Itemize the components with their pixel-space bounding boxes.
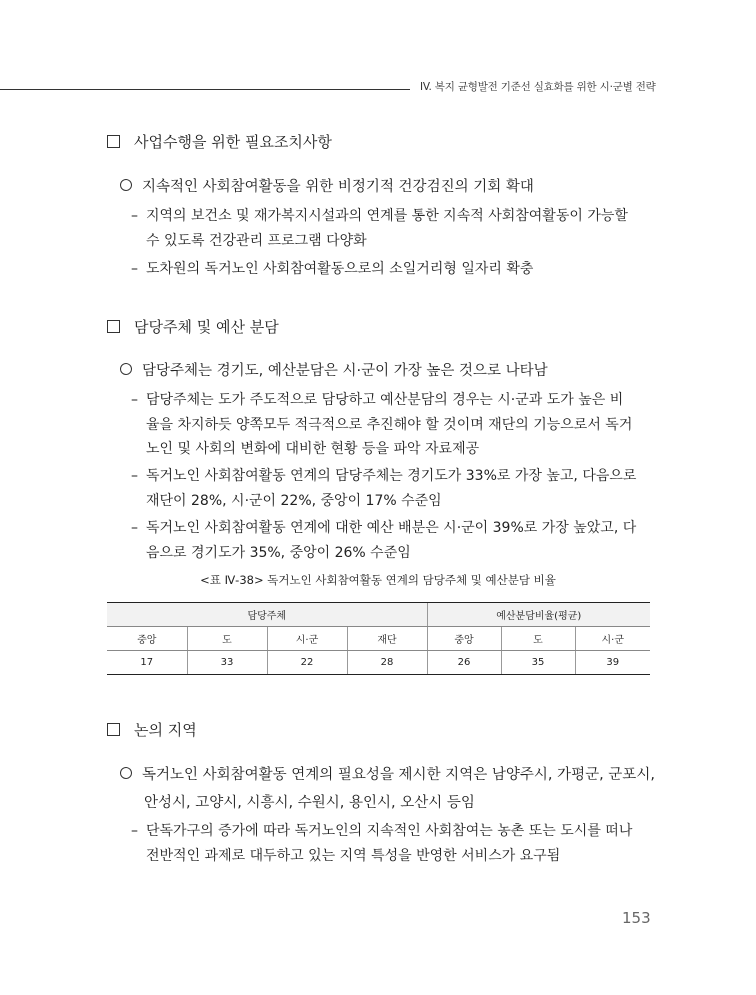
- square-bullet-icon: [107, 723, 120, 736]
- table-cell: 17: [107, 651, 187, 675]
- dash-text-line: 음으로 경기도가 35%, 중앙이 26% 수준임: [146, 544, 411, 561]
- chapter-header: IV. 복지 균형발전 기준선 실효화를 위한 시·군별 전략: [420, 81, 656, 93]
- circle-bullet-icon: [120, 179, 132, 191]
- section-heading: [107, 131, 332, 152]
- circle-point: [120, 763, 655, 784]
- table-row: [107, 651, 650, 675]
- circle-bullet-icon: [120, 363, 132, 375]
- dash-item: [131, 388, 651, 462]
- column-header-cell: 도: [187, 627, 267, 651]
- dash-text-line: 독거노인 사회참여활동 연계에 대한 예산 배분은 시·군이 39%로 가장 높았고, 다: [146, 520, 637, 536]
- group-header-cell: 담당주체: [107, 603, 427, 627]
- circle-point: [120, 175, 534, 196]
- square-bullet-icon: [107, 320, 120, 333]
- dash-text-line: 독거노인 사회참여활동 연계의 담당주체는 경기도가 33%로 가장 높고, 다음으로: [146, 468, 637, 484]
- table-caption: <표 Ⅳ-38> 독거노인 사회참여활동 연계의 담당주체 및 예산분담 비율: [200, 573, 556, 587]
- dash-marker: –: [131, 823, 138, 839]
- dash-text-line: 단독가구의 증가에 따라 독거노인의 지속적인 사회참여는 농촌 또는 도시를 떠나: [146, 823, 633, 839]
- dash-text-line: 지역의 보건소 및 재가복지시설과의 연계를 통한 지속적 사회참여활동이 가능할: [146, 208, 628, 224]
- dash-marker: –: [131, 261, 138, 277]
- dash-text-line: 노인 및 사회의 변화에 대비한 현황 등을 파악 자료제공: [146, 441, 480, 457]
- dash-item: [131, 204, 651, 253]
- dash-text-line: 도차원의 독거노인 사회참여활동으로의 소일거리형 일자리 확충: [146, 261, 534, 277]
- table-cell: 26: [427, 651, 501, 675]
- column-header-cell: 중앙: [107, 627, 187, 651]
- group-header-cell: 예산분담비율(평균): [427, 603, 650, 627]
- dash-marker: –: [131, 520, 138, 536]
- page-number: 153: [622, 909, 651, 927]
- table-cell: 28: [347, 651, 427, 675]
- circle-point: [120, 359, 548, 380]
- data-table: [107, 602, 650, 675]
- table-cell: 22: [267, 651, 347, 675]
- dash-text-line: 수 있도록 건강관리 프로그램 다양화: [146, 232, 367, 249]
- section-heading: [107, 719, 197, 740]
- column-header-cell: 시·군: [267, 627, 347, 651]
- section-title: 담당주체 및 예산 분담: [134, 318, 279, 336]
- table-group-header-row: [107, 603, 650, 627]
- square-bullet-icon: [107, 135, 120, 148]
- dash-item: [131, 819, 651, 868]
- table-column-header-row: [107, 627, 650, 651]
- dash-marker: –: [131, 208, 138, 224]
- section-heading: [107, 316, 279, 337]
- dash-marker: –: [131, 392, 138, 408]
- column-header-cell: 재단: [347, 627, 427, 651]
- section-title: 사업수행을 위한 필요조치사항: [134, 133, 332, 151]
- dash-item: [131, 516, 651, 565]
- point-text: 지속적인 사회참여활동을 위한 비정기적 건강검진의 기회 확대: [142, 179, 534, 195]
- point-text: 담당주체는 경기도, 예산분담은 시·군이 가장 높은 것으로 나타남: [142, 363, 548, 379]
- dash-text-line: 율을 차지하듯 양쪽모두 적극적으로 추진해야 할 것이며 재단의 기능으로서 독거: [146, 416, 633, 433]
- dash-text-line: 재단이 28%, 시·군이 22%, 중앙이 17% 수준임: [146, 492, 442, 509]
- table-cell: 39: [575, 651, 650, 675]
- dash-item: [131, 464, 651, 513]
- column-header-cell: 도: [501, 627, 575, 651]
- column-header-cell: 시·군: [575, 627, 650, 651]
- dash-text-line: 전반적인 과제로 대두하고 있는 지역 특성을 반영한 서비스가 요구됨: [146, 847, 561, 864]
- section-title: 논의 지역: [134, 721, 197, 739]
- dash-marker: –: [131, 468, 138, 484]
- dash-text-line: 담당주체는 도가 주도적으로 담당하고 예산분담의 경우는 시·군과 도가 높은 비: [146, 392, 624, 408]
- point-text: 독거노인 사회참여활동 연계의 필요성을 제시한 지역은 남양주시, 가평군, 군포시,: [142, 767, 655, 783]
- dash-item: [131, 257, 651, 282]
- header-rule: [0, 89, 410, 90]
- column-header-cell: 중앙: [427, 627, 501, 651]
- table-cell: 35: [501, 651, 575, 675]
- table-cell: 33: [187, 651, 267, 675]
- point-continuation: 안성시, 고양시, 시흥시, 수원시, 용인시, 오산시 등임: [144, 795, 475, 811]
- circle-bullet-icon: [120, 767, 132, 779]
